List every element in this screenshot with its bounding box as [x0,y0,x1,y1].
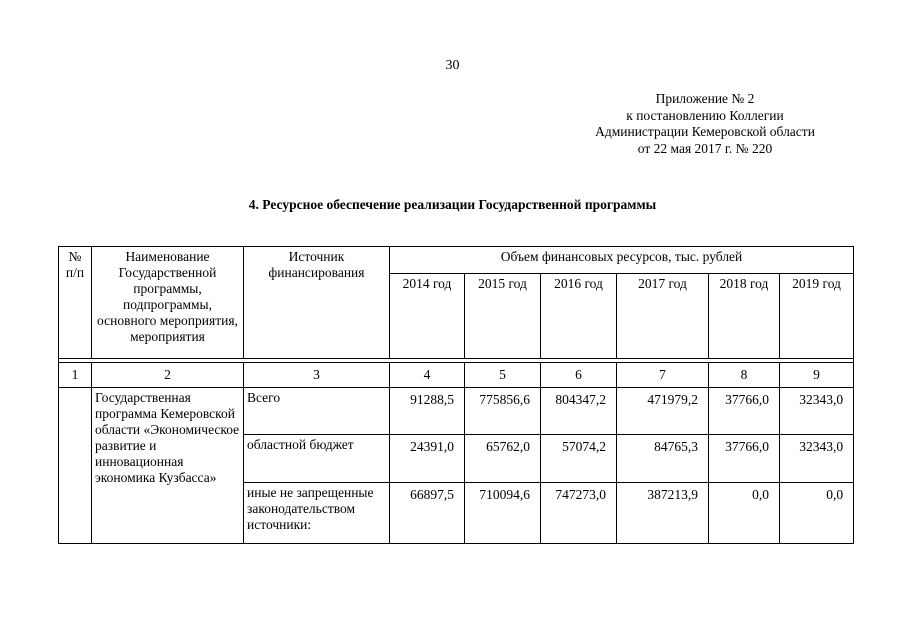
value-cell: 24391,0 [390,435,465,483]
header-year: 2016 год [541,274,617,359]
header-year: 2018 год [709,274,780,359]
header-year: 2017 год [617,274,709,359]
index-cell: 7 [617,363,709,388]
value-cell: 32343,0 [780,388,854,435]
header-year: 2015 год [465,274,541,359]
index-cell: 2 [92,363,244,388]
source-cell: иные не запрещенные законодательством источники: [244,483,390,544]
index-cell: 4 [390,363,465,388]
index-cell: 5 [465,363,541,388]
value-cell: 387213,9 [617,483,709,544]
appendix-block [540,91,870,157]
table-row [59,388,854,435]
header-name: Наименование Государственной программы, подпрограммы, основного мероприятия, мероприятия [92,247,244,359]
value-cell: 37766,0 [709,435,780,483]
value-cell: 804347,2 [541,388,617,435]
value-cell: 84765,3 [617,435,709,483]
value-cell: 471979,2 [617,388,709,435]
header-num: № п/п [59,247,92,359]
value-cell: 710094,6 [465,483,541,544]
value-cell: 91288,5 [390,388,465,435]
value-cell: 32343,0 [780,435,854,483]
value-cell: 0,0 [709,483,780,544]
value-cell: 66897,5 [390,483,465,544]
value-cell: 65762,0 [465,435,541,483]
appendix-line: к постановлению Коллегии [626,107,784,123]
appendix-line: Приложение № 2 [655,91,755,106]
index-cell: 3 [244,363,390,388]
source-cell: областной бюджет [244,435,390,483]
row-num-cell [59,388,92,544]
resource-table [58,246,854,544]
index-cell: 1 [59,363,92,388]
value-cell: 0,0 [780,483,854,544]
program-name-cell: Государственная программа Кемеровской области «Экономическое развитие и инновационная экономика Кузбасса» [92,388,244,544]
value-cell: 747273,0 [541,483,617,544]
appendix-line: Администрации Кемеровской области [595,124,815,139]
header-year: 2019 год [780,274,854,359]
value-cell: 57074,2 [541,435,617,483]
index-cell: 8 [709,363,780,388]
appendix-line: от 22 мая 2017 г. № 220 [637,140,773,156]
index-cell: 9 [780,363,854,388]
header-year: 2014 год [390,274,465,359]
value-cell: 37766,0 [709,388,780,435]
header-source: Источник финансирования [244,247,390,359]
source-cell: Всего [244,388,390,435]
value-cell: 775856,6 [465,388,541,435]
page-number: 30 [445,58,460,73]
index-cell: 6 [541,363,617,388]
section-title: 4. Ресурсное обеспечение реализации Государственной программы [248,197,657,212]
header-volume: Объем финансовых ресурсов, тыс. рублей [390,247,854,274]
